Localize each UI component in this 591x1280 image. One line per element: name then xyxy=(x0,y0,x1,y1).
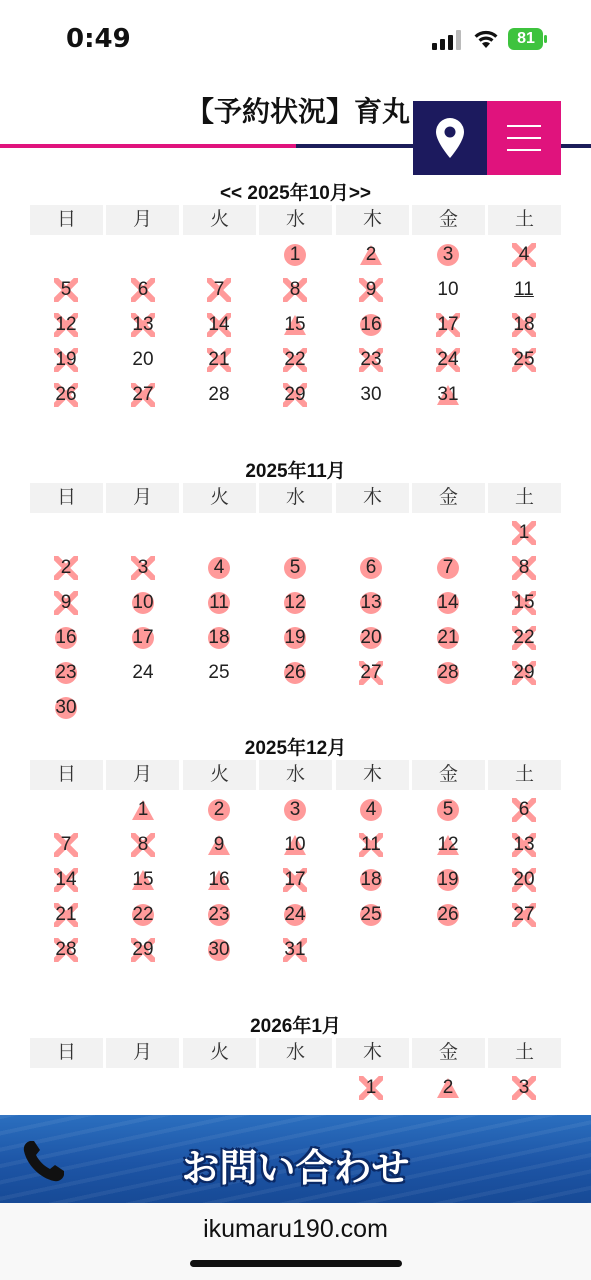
battery-level: 81 xyxy=(517,30,535,47)
calendar-day-cell[interactable] xyxy=(257,346,333,374)
weekday-label: 金 xyxy=(412,205,485,235)
weekday-label: 水 xyxy=(259,760,332,790)
day-number: 19 xyxy=(55,349,77,370)
calendar-day-cell[interactable] xyxy=(257,589,333,617)
calendar-day-cell[interactable] xyxy=(257,381,333,409)
day-number: 20 xyxy=(132,349,154,370)
calendar-day-cell[interactable] xyxy=(105,901,181,929)
weekday-label: 日 xyxy=(30,760,103,790)
day-number: 30 xyxy=(55,697,77,718)
map-pin-icon xyxy=(435,118,465,158)
calendar-day-cell[interactable] xyxy=(410,831,486,859)
calendar-day-cell[interactable] xyxy=(257,796,333,824)
day-number: 11 xyxy=(361,834,381,855)
calendar-day-cell[interactable] xyxy=(28,346,104,374)
weekday-label: 木 xyxy=(336,483,409,513)
day-number: 28 xyxy=(437,662,459,683)
calendar-day-cell[interactable] xyxy=(486,866,562,894)
calendar-day-cell[interactable] xyxy=(410,554,486,582)
calendar-day-cell[interactable] xyxy=(105,796,181,824)
day-number: 9 xyxy=(365,279,377,300)
day-number: 26 xyxy=(284,662,306,683)
day-number: 6 xyxy=(518,799,530,820)
calendar-day-cell[interactable] xyxy=(105,659,181,687)
calendar-day-cell[interactable] xyxy=(486,554,562,582)
day-number: 13 xyxy=(513,834,535,855)
calendar-day-cell[interactable] xyxy=(333,901,409,929)
calendar-day-cell[interactable] xyxy=(105,381,181,409)
calendar-day-cell[interactable] xyxy=(486,831,562,859)
day-number: 23 xyxy=(360,349,382,370)
location-button[interactable] xyxy=(413,101,487,175)
calendar-day-cell[interactable] xyxy=(105,554,181,582)
day-number: 1 xyxy=(518,522,530,543)
day-number: 29 xyxy=(132,939,154,960)
calendar-day-cell[interactable] xyxy=(486,311,562,339)
calendar-day-cell[interactable] xyxy=(181,936,257,964)
day-number: 5 xyxy=(60,279,72,300)
day-number: 14 xyxy=(55,869,77,890)
calendar-day-cell[interactable] xyxy=(486,901,562,929)
day-number: 21 xyxy=(208,349,230,370)
day-number: 15 xyxy=(132,869,154,890)
day-number: 29 xyxy=(513,662,535,683)
weekday-label: 金 xyxy=(412,483,485,513)
day-number: 27 xyxy=(360,662,382,683)
day-number: 18 xyxy=(208,627,230,648)
day-number: 11 xyxy=(209,592,229,613)
day-number: 6 xyxy=(137,279,149,300)
calendar-day-cell[interactable] xyxy=(28,381,104,409)
calendar-day-cell[interactable] xyxy=(181,311,257,339)
day-number: 30 xyxy=(208,939,230,960)
day-number: 1 xyxy=(365,1077,377,1098)
hamburger-menu-icon xyxy=(507,125,541,151)
calendar-day-cell[interactable] xyxy=(257,311,333,339)
calendar-day-cell[interactable] xyxy=(410,796,486,824)
day-number: 13 xyxy=(132,314,154,335)
day-number: 25 xyxy=(513,349,535,370)
weekday-label: 月 xyxy=(106,205,179,235)
weekday-label: 水 xyxy=(259,1038,332,1068)
calendar-day-cell[interactable] xyxy=(105,936,181,964)
status-time: 0:49 xyxy=(66,24,131,54)
calendar-day-cell[interactable] xyxy=(333,346,409,374)
calendar-day-cell[interactable] xyxy=(486,1074,562,1102)
calendar-day-cell[interactable] xyxy=(257,936,333,964)
weekday-label: 日 xyxy=(30,1038,103,1068)
day-number: 25 xyxy=(208,662,230,683)
weekday-header xyxy=(30,483,561,513)
calendar-day-cell[interactable] xyxy=(333,589,409,617)
weekday-header xyxy=(30,1038,561,1068)
weekday-label: 火 xyxy=(183,760,256,790)
day-number: 17 xyxy=(132,627,154,648)
day-number: 3 xyxy=(518,1077,530,1098)
day-number: 28 xyxy=(55,939,77,960)
calendar-day-cell[interactable] xyxy=(333,241,409,269)
calendar-day-cell[interactable] xyxy=(105,624,181,652)
day-number: 30 xyxy=(360,384,382,405)
calendar-day-cell[interactable] xyxy=(410,381,486,409)
calendar-day-cell[interactable] xyxy=(257,241,333,269)
calendar-day-cell[interactable] xyxy=(333,866,409,894)
calendar-day-cell[interactable] xyxy=(410,624,486,652)
day-number: 2 xyxy=(365,244,377,265)
day-number: 8 xyxy=(137,834,149,855)
calendar-day-cell[interactable] xyxy=(181,381,257,409)
day-number: 26 xyxy=(55,384,77,405)
header-divider-pink xyxy=(0,144,296,148)
day-number: 15 xyxy=(513,592,535,613)
day-number: 18 xyxy=(360,869,382,890)
calendar-day-cell[interactable] xyxy=(28,589,104,617)
calendar-month-title: 2025年11月 xyxy=(245,461,346,482)
day-number: 3 xyxy=(137,557,149,578)
calendar-day-cell[interactable] xyxy=(333,276,409,304)
day-number: 31 xyxy=(284,939,306,960)
day-number: 16 xyxy=(55,627,77,648)
day-number: 4 xyxy=(213,557,225,578)
calendar-day-cell[interactable] xyxy=(28,936,104,964)
calendar-day-cell[interactable] xyxy=(181,624,257,652)
page-title: 【予約状況】育丸 xyxy=(186,96,411,127)
calendar-day-cell[interactable] xyxy=(105,346,181,374)
calendar-day-cell[interactable] xyxy=(181,866,257,894)
day-number: 27 xyxy=(513,904,535,925)
calendar-day-cell[interactable] xyxy=(28,901,104,929)
calendar-day-cell[interactable] xyxy=(486,346,562,374)
weekday-label: 土 xyxy=(488,1038,561,1068)
calendar-day-cell[interactable] xyxy=(181,554,257,582)
calendar-day-cell[interactable] xyxy=(105,831,181,859)
calendar-day-cell[interactable] xyxy=(181,589,257,617)
calendar-day-cell[interactable] xyxy=(28,276,104,304)
day-number: 12 xyxy=(284,592,306,613)
calendar-month-title[interactable]: << 2025年10月>> xyxy=(219,183,372,204)
calendar-day-cell[interactable] xyxy=(28,831,104,859)
day-number: 16 xyxy=(360,314,382,335)
day-number: 23 xyxy=(208,904,230,925)
calendar-day-cell[interactable] xyxy=(333,796,409,824)
day-number: 17 xyxy=(284,869,306,890)
day-number: 2 xyxy=(442,1077,454,1098)
weekday-label: 木 xyxy=(336,1038,409,1068)
day-number: 13 xyxy=(360,592,382,613)
weekday-label: 水 xyxy=(259,205,332,235)
contact-banner[interactable] xyxy=(0,1115,591,1203)
calendar-day-cell[interactable] xyxy=(105,311,181,339)
calendar-day-cell[interactable] xyxy=(105,589,181,617)
calendar-day-cell[interactable] xyxy=(181,659,257,687)
weekday-label: 月 xyxy=(106,760,179,790)
calendar-day-cell[interactable] xyxy=(333,831,409,859)
weekday-header xyxy=(30,760,561,790)
calendar-day-cell[interactable] xyxy=(333,554,409,582)
calendar-day-cell[interactable] xyxy=(486,659,562,687)
calendar-day-cell[interactable] xyxy=(181,831,257,859)
calendar-day-cell[interactable] xyxy=(257,276,333,304)
day-number: 16 xyxy=(208,869,230,890)
calendar-day-cell[interactable] xyxy=(257,901,333,929)
browser-url-bar[interactable] xyxy=(0,1203,591,1280)
day-number: 8 xyxy=(518,557,530,578)
calendar-day-cell[interactable] xyxy=(333,1074,409,1102)
day-number: 25 xyxy=(360,904,382,925)
day-number: 1 xyxy=(137,799,149,820)
calendar-day-cell[interactable] xyxy=(410,1074,486,1102)
calendar-day-cell[interactable] xyxy=(486,276,562,304)
calendar-day-cell[interactable] xyxy=(410,276,486,304)
weekday-label: 木 xyxy=(336,205,409,235)
calendar-day-cell[interactable] xyxy=(257,659,333,687)
day-number: 29 xyxy=(284,384,306,405)
day-number: 17 xyxy=(437,314,459,335)
weekday-label: 水 xyxy=(259,483,332,513)
home-indicator xyxy=(190,1260,402,1267)
day-number: 7 xyxy=(442,557,454,578)
calendar-day-cell[interactable] xyxy=(410,589,486,617)
calendar-day-cell[interactable] xyxy=(486,624,562,652)
wifi-icon xyxy=(473,27,499,49)
weekday-label: 月 xyxy=(106,483,179,513)
day-number: 12 xyxy=(437,834,459,855)
calendar-day-cell[interactable] xyxy=(181,796,257,824)
day-number: 5 xyxy=(289,557,301,578)
calendar-month-title: 2025年12月 xyxy=(244,738,347,759)
calendar-day-cell[interactable] xyxy=(410,866,486,894)
day-number: 14 xyxy=(437,592,459,613)
day-number: 28 xyxy=(208,384,230,405)
calendar-day-cell[interactable] xyxy=(486,241,562,269)
calendar-day-cell[interactable] xyxy=(105,276,181,304)
weekday-label: 月 xyxy=(106,1038,179,1068)
day-number: 7 xyxy=(60,834,72,855)
calendar-day-cell[interactable] xyxy=(486,589,562,617)
day-number: 12 xyxy=(55,314,77,335)
day-number: 7 xyxy=(213,279,225,300)
day-number: 26 xyxy=(437,904,459,925)
weekday-label: 土 xyxy=(488,760,561,790)
menu-button[interactable] xyxy=(487,101,561,175)
day-number: 19 xyxy=(284,627,306,648)
weekday-label: 日 xyxy=(30,483,103,513)
calendar-day-cell[interactable] xyxy=(257,866,333,894)
calendar-day-cell[interactable] xyxy=(28,311,104,339)
calendar-day-cell[interactable] xyxy=(181,901,257,929)
day-number: 21 xyxy=(55,904,77,925)
status-bar xyxy=(0,0,591,70)
day-number: 4 xyxy=(518,244,530,265)
day-number: 22 xyxy=(513,627,535,648)
calendar-day-cell[interactable] xyxy=(410,241,486,269)
weekday-label: 火 xyxy=(183,1038,256,1068)
calendar-day-cell[interactable] xyxy=(257,624,333,652)
day-number: 15 xyxy=(284,314,306,335)
calendar-day-cell[interactable] xyxy=(486,519,562,547)
weekday-label: 火 xyxy=(183,483,256,513)
url-text[interactable]: ikumaru190.com xyxy=(203,1215,388,1243)
weekday-label: 土 xyxy=(488,483,561,513)
calendar-day-cell[interactable] xyxy=(333,659,409,687)
day-number: 24 xyxy=(284,904,306,925)
day-number: 18 xyxy=(513,314,535,335)
day-number: 14 xyxy=(208,314,230,335)
day-number: 9 xyxy=(213,834,225,855)
calendar-day-cell[interactable] xyxy=(181,346,257,374)
calendar-day-cell[interactable] xyxy=(486,796,562,824)
day-number: 2 xyxy=(60,557,72,578)
day-number: 2 xyxy=(213,799,225,820)
day-number: 23 xyxy=(55,662,77,683)
calendar-day-cell[interactable] xyxy=(105,866,181,894)
calendar-day-cell[interactable] xyxy=(333,624,409,652)
day-number: 5 xyxy=(442,799,454,820)
day-number: 6 xyxy=(365,557,377,578)
calendar-month-title: 2026年1月 xyxy=(250,1016,341,1037)
weekday-label: 土 xyxy=(488,205,561,235)
signal-icon xyxy=(432,30,462,50)
calendar-day-cell[interactable] xyxy=(410,311,486,339)
day-number: 1 xyxy=(289,244,301,265)
calendar-day-cell[interactable] xyxy=(257,831,333,859)
day-number: 3 xyxy=(289,799,301,820)
calendar-day-cell[interactable] xyxy=(410,346,486,374)
day-number: 27 xyxy=(132,384,154,405)
calendar-day-cell[interactable] xyxy=(333,381,409,409)
calendar-day-cell[interactable] xyxy=(28,624,104,652)
calendar-day-cell[interactable] xyxy=(28,866,104,894)
day-number: 20 xyxy=(360,627,382,648)
calendar-day-cell[interactable] xyxy=(410,901,486,929)
weekday-label: 金 xyxy=(412,1038,485,1068)
calendar-day-cell[interactable] xyxy=(181,276,257,304)
weekday-label: 木 xyxy=(336,760,409,790)
day-number: 22 xyxy=(284,349,306,370)
day-number: 10 xyxy=(132,592,154,613)
day-number: 10 xyxy=(284,834,306,855)
day-number: 8 xyxy=(289,279,301,300)
day-number: 21 xyxy=(437,627,459,648)
day-number: 24 xyxy=(437,349,459,370)
weekday-header xyxy=(30,205,561,235)
day-number: 20 xyxy=(513,869,535,890)
weekday-label: 火 xyxy=(183,205,256,235)
calendar-day-cell[interactable] xyxy=(28,554,104,582)
weekday-label: 金 xyxy=(412,760,485,790)
contact-label: お問い合わせ xyxy=(181,1145,410,1190)
day-number: 3 xyxy=(442,244,454,265)
day-number: 10 xyxy=(437,279,459,300)
day-number: 22 xyxy=(132,904,154,925)
day-number: 19 xyxy=(437,869,459,890)
calendar-day-cell[interactable] xyxy=(28,694,104,722)
calendar-day-cell[interactable] xyxy=(410,659,486,687)
calendar-day-cell[interactable] xyxy=(257,554,333,582)
day-number: 31 xyxy=(437,384,459,405)
day-number: 9 xyxy=(60,592,72,613)
day-number: 4 xyxy=(365,799,377,820)
day-number: 24 xyxy=(132,662,154,683)
day-number: 11 xyxy=(514,279,534,300)
calendar-day-cell[interactable] xyxy=(28,659,104,687)
calendar-day-cell[interactable] xyxy=(333,311,409,339)
weekday-label: 日 xyxy=(30,205,103,235)
